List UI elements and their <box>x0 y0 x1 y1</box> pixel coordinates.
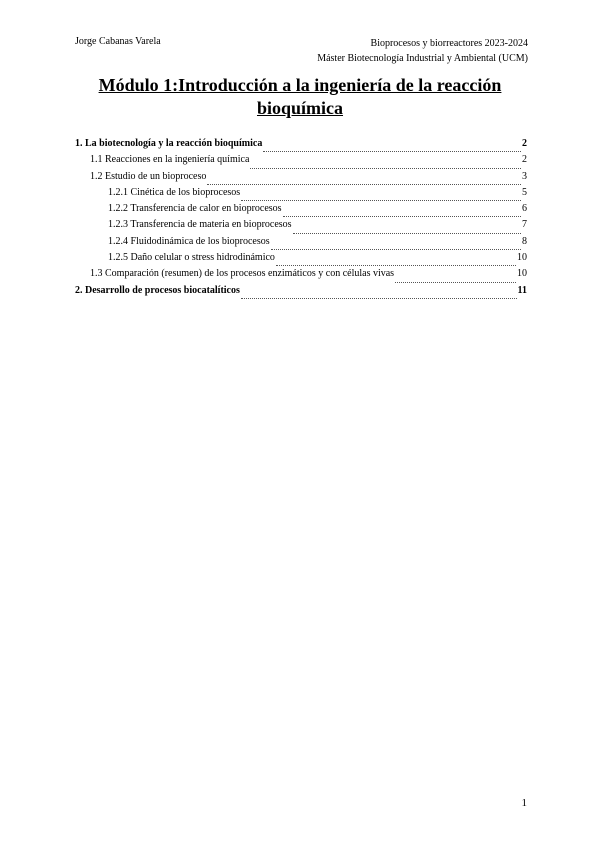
toc-entry-page: 3 <box>522 170 527 182</box>
toc-entry-text: 2. Desarrollo de procesos biocatalíticos <box>75 284 240 296</box>
toc-entry-text: 1.2.3 Transferencia de materia en bioprocesos <box>108 219 292 231</box>
toc-entry-text: 1.2.5 Daño celular o stress hidrodinámico <box>108 252 275 264</box>
header-course-info <box>317 36 528 66</box>
toc-entry[interactable] <box>75 187 527 203</box>
toc-entry-text: 1.2.2 Transferencia de calor en bioprocesos <box>108 203 282 215</box>
toc-entry-page: 11 <box>517 284 527 296</box>
toc-dot-leader <box>276 264 516 266</box>
toc-dot-leader <box>293 232 521 234</box>
toc-entry-text: 1.1 Reacciones en la ingeniería química <box>90 154 250 166</box>
page-title: Módulo 1:Introducción a la ingeniería de la reacción bioquímica <box>98 75 502 118</box>
toc-entry-page: 2 <box>522 154 527 166</box>
toc-entry-text: 1.3 Comparación (resumen) de los procesos enzimáticos y con células vivas <box>90 268 395 280</box>
table-of-contents <box>75 138 527 301</box>
toc-entry-page: 5 <box>522 186 527 198</box>
toc-dot-leader <box>241 199 521 201</box>
toc-entry[interactable] <box>75 154 527 170</box>
toc-entry-text: 1. La biotecnología y la reacción bioquímica <box>75 138 263 149</box>
toc-dot-leader <box>263 150 521 152</box>
toc-entry-text: 1.2.4 Fluidodinámica de los bioprocesos <box>108 235 270 247</box>
toc-entry[interactable] <box>75 171 527 187</box>
toc-dot-leader <box>395 281 516 283</box>
toc-entry-page: 2 <box>522 138 527 149</box>
header-program: Máster Biotecnología Industrial y Ambiental (UCM) <box>317 53 528 64</box>
toc-entry[interactable] <box>75 252 527 268</box>
toc-entry[interactable] <box>75 203 527 219</box>
toc-dot-leader <box>207 183 521 185</box>
toc-entry[interactable] <box>75 236 527 252</box>
toc-entry[interactable] <box>75 268 527 284</box>
toc-entry-page: 10 <box>517 252 527 264</box>
toc-entry-text: 1.2 Estudio de un bioproceso <box>90 170 207 182</box>
toc-dot-leader <box>271 248 521 250</box>
toc-dot-leader <box>241 297 517 299</box>
toc-entry[interactable] <box>75 219 527 235</box>
toc-entry[interactable] <box>75 138 527 154</box>
header-course: Bioprocesos y biorreactores 2023-2024 <box>370 38 528 49</box>
toc-dot-leader <box>250 167 521 169</box>
toc-entry-page: 8 <box>522 235 527 247</box>
toc-entry-page: 10 <box>517 268 527 280</box>
header-author: Jorge Cabanas Varela <box>75 36 161 47</box>
toc-dot-leader <box>283 215 521 217</box>
page-number: 1 <box>521 797 527 809</box>
toc-entry-text: 1.2.1 Cinética de los bioprocesos <box>108 186 241 198</box>
toc-entry[interactable] <box>75 285 527 301</box>
toc-entry-page: 7 <box>522 219 527 231</box>
toc-entry-page: 6 <box>522 203 527 215</box>
